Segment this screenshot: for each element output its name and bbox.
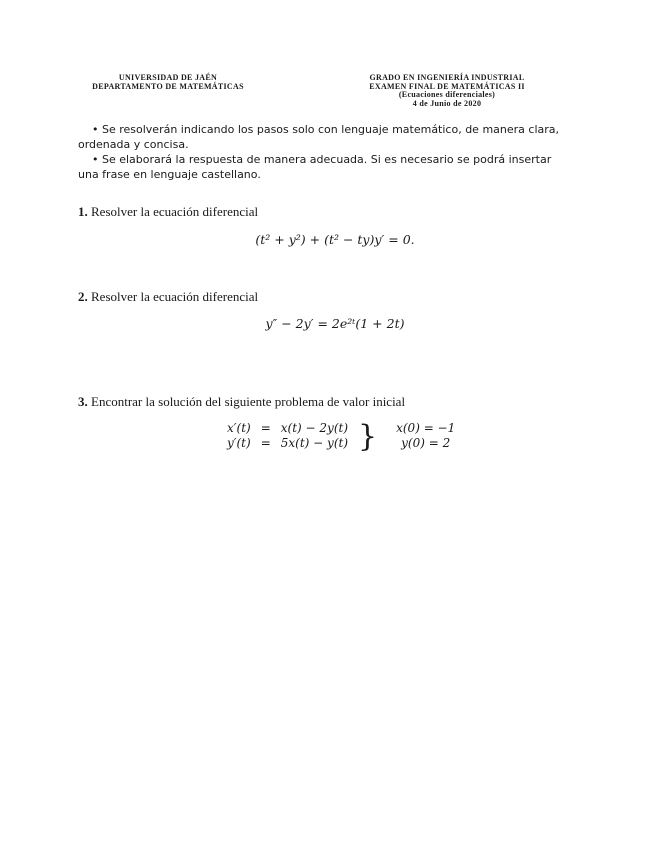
degree-name: GRADO EN INGENIERÍA INDUSTRIAL: [369, 73, 525, 82]
problem-3: [78, 394, 405, 410]
initial-condition: x(0) = −1: [396, 421, 456, 435]
equation-2: y″ − 2y′ = 2e²ᵗ(1 + 2t): [265, 316, 405, 331]
problem-statement: Resolver la ecuación diferencial: [91, 289, 259, 304]
problem-statement: Encontrar la solución del siguiente problema de valor inicial: [91, 394, 406, 409]
problem-number: 1.: [78, 204, 88, 219]
problem-1: [78, 204, 258, 220]
problem-statement: Resolver la ecuación diferencial: [91, 204, 259, 219]
system-rhs: x(t) − 2y(t): [280, 421, 349, 435]
problem-2: [78, 289, 258, 305]
system-lhs: x′(t): [227, 421, 251, 435]
system-equals: =: [260, 421, 271, 435]
system-lhs: y′(t): [227, 436, 251, 450]
exam-subtitle: (Ecuaciones diferenciales): [398, 90, 496, 99]
problem-number: 3.: [78, 394, 88, 409]
header-left: [80, 74, 256, 91]
system-rhs: 5x(t) − y(t): [280, 436, 349, 450]
problem-number: 2.: [78, 289, 88, 304]
system-brace: }: [358, 418, 378, 454]
exam-date: 4 de Junio de 2020: [412, 98, 482, 108]
department-name: DEPARTAMENTO DE MATEMÁTICAS: [92, 81, 244, 91]
instruction-1: • Se resolverán indicando los pasos solo con lenguaje matemático, de manera clara, ordenada y concisa.: [78, 123, 560, 151]
system-equals: =: [260, 436, 271, 450]
system-table: [222, 418, 460, 454]
university-name: UNIVERSIDAD DE JAÉN: [118, 73, 218, 82]
equation-system: [222, 418, 460, 454]
header-right: [355, 74, 539, 108]
system-row: [222, 421, 460, 436]
initial-condition: y(0) = 2: [401, 436, 451, 450]
exam-title: EXAMEN FINAL DE MATEMÁTICAS II: [369, 81, 525, 91]
equation-1: (t² + y²) + (t² − ty)y′ = 0.: [255, 232, 415, 247]
instruction-2: • Se elaborará la respuesta de manera adecuada. Si es necesario se podrá insertar una frase en lenguaje castellano.: [78, 153, 552, 181]
system-row: [222, 436, 460, 451]
